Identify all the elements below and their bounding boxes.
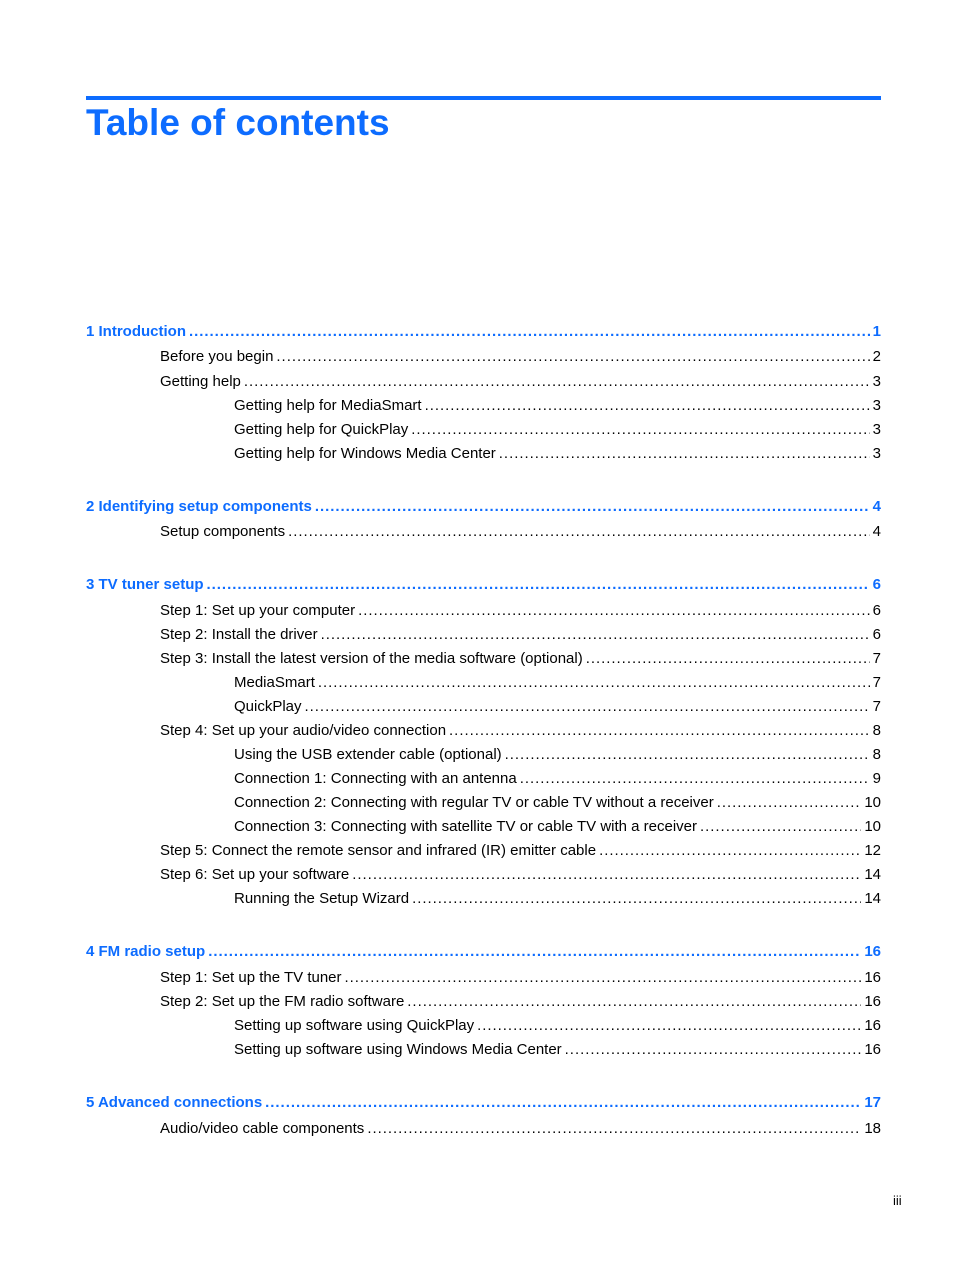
toc-label: 5 Advanced connections bbox=[86, 1094, 263, 1111]
toc-entry-step4-av-connection[interactable] bbox=[160, 721, 881, 741]
toc-page-number: 3 bbox=[872, 373, 881, 390]
toc-label: Setup components bbox=[160, 523, 286, 540]
toc-entry-setup-components[interactable] bbox=[160, 522, 881, 542]
leader-dots bbox=[505, 745, 870, 765]
toc-page-number: 10 bbox=[864, 794, 881, 811]
toc-page-number: 16 bbox=[864, 943, 881, 960]
leader-dots bbox=[586, 649, 870, 669]
toc-page-number: 16 bbox=[864, 1041, 881, 1058]
leader-dots bbox=[189, 322, 870, 342]
toc-page-number: 6 bbox=[872, 626, 881, 643]
page-title: Table of contents bbox=[86, 102, 390, 143]
leader-dots bbox=[700, 817, 861, 837]
toc-label: Getting help for Windows Media Center bbox=[234, 445, 496, 462]
toc-page-number: 12 bbox=[864, 842, 881, 859]
toc-entry-connection-3[interactable] bbox=[234, 817, 881, 837]
page-number: iii bbox=[893, 1193, 902, 1208]
toc-label: 2 Identifying setup components bbox=[86, 498, 312, 515]
leader-dots bbox=[411, 420, 869, 440]
toc-label: Connection 3: Connecting with satellite TV or cable TV with a receiver bbox=[234, 818, 698, 835]
leader-dots bbox=[305, 697, 870, 717]
toc-page-number: 10 bbox=[864, 818, 881, 835]
toc-entry-connection-1[interactable] bbox=[234, 769, 881, 789]
toc-chapter-tv-tuner-setup[interactable] bbox=[86, 575, 881, 595]
toc-page-number: 4 bbox=[872, 523, 881, 540]
toc-entry-connection-2[interactable] bbox=[234, 793, 881, 813]
leader-dots bbox=[449, 721, 870, 741]
toc-chapter-introduction[interactable] bbox=[86, 322, 881, 342]
toc-label: Setting up software using Windows Media Center bbox=[234, 1041, 562, 1058]
toc-chapter-fm-radio-setup[interactable] bbox=[86, 942, 881, 962]
toc-label: Using the USB extender cable (optional) bbox=[234, 746, 502, 763]
toc-label: Step 1: Set up the TV tuner bbox=[160, 969, 342, 986]
toc-label: QuickPlay bbox=[234, 698, 302, 715]
toc-entry-fm-quickplay[interactable] bbox=[234, 1016, 881, 1036]
toc-entry-step2-driver[interactable] bbox=[160, 625, 881, 645]
toc-entry-getting-help[interactable] bbox=[160, 372, 881, 392]
toc-page-number: 3 bbox=[872, 445, 881, 462]
leader-dots bbox=[265, 1093, 861, 1113]
toc-label: Step 4: Set up your audio/video connection bbox=[160, 722, 447, 739]
toc-label: 4 FM radio setup bbox=[86, 943, 206, 960]
toc-entry-setup-wizard[interactable] bbox=[234, 889, 881, 909]
toc-label: Step 1: Set up your computer bbox=[160, 602, 356, 619]
toc-entry-quickplay[interactable] bbox=[234, 697, 881, 717]
toc-page-number: 9 bbox=[872, 770, 881, 787]
leader-dots bbox=[520, 769, 870, 789]
toc-label: Step 6: Set up your software bbox=[160, 866, 350, 883]
toc-label: Getting help bbox=[160, 373, 241, 390]
leader-dots bbox=[499, 444, 870, 464]
toc-entry-help-wmc[interactable] bbox=[234, 444, 881, 464]
toc-page-number: 14 bbox=[864, 890, 881, 907]
toc-page-number: 16 bbox=[864, 1017, 881, 1034]
toc-page-number: 18 bbox=[864, 1120, 881, 1137]
toc-entry-help-mediasmart[interactable] bbox=[234, 396, 881, 416]
toc-entry-av-cable-components[interactable] bbox=[160, 1119, 881, 1139]
toc-label: Audio/video cable components bbox=[160, 1120, 365, 1137]
toc-label: Before you begin bbox=[160, 348, 274, 365]
toc-page-number: 7 bbox=[872, 650, 881, 667]
toc-page-number: 3 bbox=[872, 397, 881, 414]
toc-chapter-identifying-setup-components[interactable] bbox=[86, 497, 881, 517]
toc-label: Getting help for QuickPlay bbox=[234, 421, 409, 438]
toc-entry-before-you-begin[interactable] bbox=[160, 347, 881, 367]
toc-page-number: 6 bbox=[872, 576, 881, 593]
toc-page-number: 4 bbox=[872, 498, 881, 515]
toc-label: 1 Introduction bbox=[86, 323, 186, 340]
toc-page-number: 17 bbox=[864, 1094, 881, 1111]
toc-label: Step 2: Install the driver bbox=[160, 626, 318, 643]
toc-label: Step 5: Connect the remote sensor and infrared (IR) emitter cable bbox=[160, 842, 597, 859]
toc-label: Connection 2: Connecting with regular TV or cable TV without a receiver bbox=[234, 794, 714, 811]
toc-page-number: 16 bbox=[864, 993, 881, 1010]
leader-dots bbox=[425, 396, 870, 416]
toc-page-number: 6 bbox=[872, 602, 881, 619]
leader-dots bbox=[345, 968, 862, 988]
toc-entry-fm-step2-software[interactable] bbox=[160, 992, 881, 1012]
leader-dots bbox=[358, 601, 870, 621]
toc-label: Running the Setup Wizard bbox=[234, 890, 410, 907]
leader-dots bbox=[407, 992, 861, 1012]
leader-dots bbox=[352, 865, 861, 885]
leader-dots bbox=[367, 1119, 861, 1139]
leader-dots bbox=[208, 942, 861, 962]
leader-dots bbox=[315, 497, 870, 517]
toc-page-number: 2 bbox=[872, 348, 881, 365]
toc-chapter-advanced-connections[interactable] bbox=[86, 1093, 881, 1113]
toc-label: 3 TV tuner setup bbox=[86, 576, 204, 593]
toc-page-number: 16 bbox=[864, 969, 881, 986]
toc-page-number: 7 bbox=[872, 698, 881, 715]
toc-label: MediaSmart bbox=[234, 674, 315, 691]
leader-dots bbox=[565, 1040, 862, 1060]
toc-entry-step1-computer[interactable] bbox=[160, 601, 881, 621]
leader-dots bbox=[321, 625, 870, 645]
leader-dots bbox=[244, 372, 870, 392]
toc-page-number: 1 bbox=[872, 323, 881, 340]
toc-entry-fm-step1-tv-tuner[interactable] bbox=[160, 968, 881, 988]
leader-dots bbox=[276, 347, 869, 367]
leader-dots bbox=[318, 673, 870, 693]
toc-label: Step 3: Install the latest version of the media software (optional) bbox=[160, 650, 583, 667]
leader-dots bbox=[207, 575, 870, 595]
toc-entry-step3-media-software[interactable] bbox=[160, 649, 881, 669]
leader-dots bbox=[288, 522, 870, 542]
toc-entry-step6-software[interactable] bbox=[160, 865, 881, 885]
toc-label: Getting help for MediaSmart bbox=[234, 397, 422, 414]
leader-dots bbox=[599, 841, 861, 861]
leader-dots bbox=[717, 793, 862, 813]
toc-entry-mediasmart[interactable] bbox=[234, 673, 881, 693]
toc-label: Setting up software using QuickPlay bbox=[234, 1017, 475, 1034]
toc-page-number: 3 bbox=[872, 421, 881, 438]
toc-page-number: 8 bbox=[872, 722, 881, 739]
toc-page-number: 7 bbox=[872, 674, 881, 691]
leader-dots bbox=[477, 1016, 861, 1036]
toc-entry-usb-extender[interactable] bbox=[234, 745, 881, 765]
toc-page-number: 8 bbox=[872, 746, 881, 763]
toc-entry-help-quickplay[interactable] bbox=[234, 420, 881, 440]
toc-entry-fm-wmc[interactable] bbox=[234, 1040, 881, 1060]
toc-label: Step 2: Set up the FM radio software bbox=[160, 993, 405, 1010]
toc-page-number: 14 bbox=[864, 866, 881, 883]
leader-dots bbox=[412, 889, 861, 909]
toc-entry-step5-remote-sensor[interactable] bbox=[160, 841, 881, 861]
toc-label: Connection 1: Connecting with an antenna bbox=[234, 770, 517, 787]
